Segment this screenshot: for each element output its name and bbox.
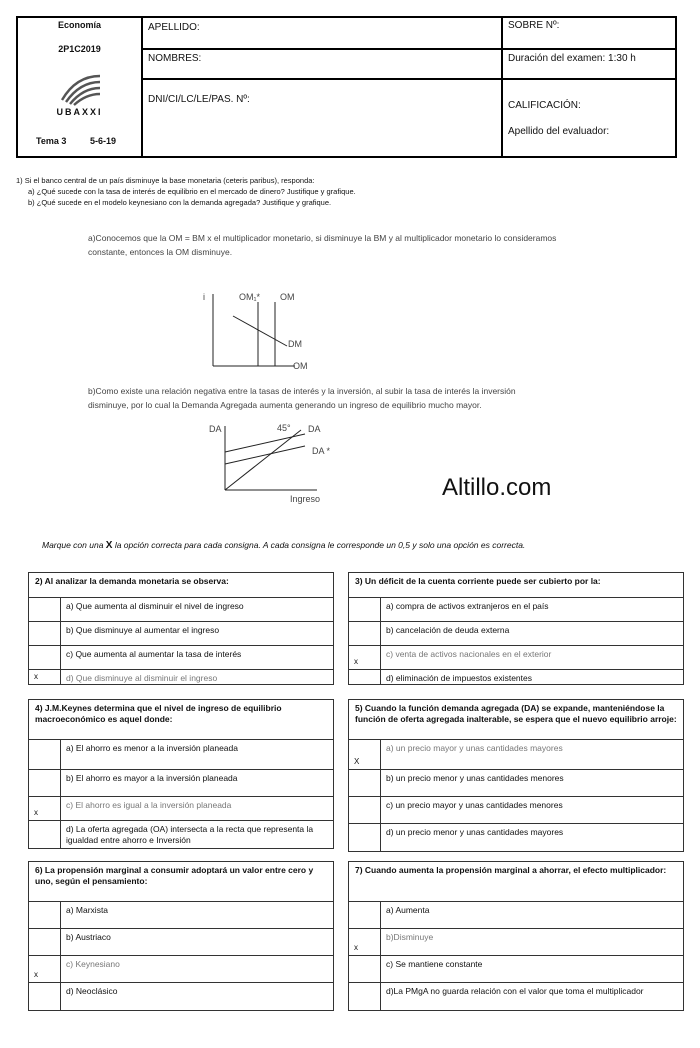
apellido-field[interactable]: APELLIDO: xyxy=(148,22,200,33)
mark-cell[interactable] xyxy=(349,797,381,823)
graph2-da-label: DA xyxy=(308,424,321,434)
option-text: c) Que aumenta al aumentar la tasa de interés xyxy=(66,649,242,659)
option-text: c) Keynesiano xyxy=(66,959,120,969)
mark-cell[interactable] xyxy=(29,646,61,669)
money-market-graph xyxy=(195,288,335,374)
mark-cell[interactable] xyxy=(29,821,61,848)
option-row[interactable] xyxy=(29,821,333,848)
option-row[interactable] xyxy=(349,740,683,770)
instructions xyxy=(42,540,525,551)
keynesian-cross-axes xyxy=(205,418,345,508)
tema: Tema 3 xyxy=(36,136,67,146)
question-title: 6) La propensión marginal a consumir adoptará un valor entre cero y uno, según el pensamiento: xyxy=(29,862,333,902)
option-text: d)La PMgA no guarda relación con el valor que toma el multiplicador xyxy=(386,986,644,996)
mark-cell[interactable] xyxy=(29,670,61,684)
graph2-y-label: DA xyxy=(209,424,222,434)
option-text: b)Disminuye xyxy=(386,932,434,942)
mark-cell[interactable] xyxy=(29,740,61,769)
option-text: c) un precio mayor y unas cantidades menores xyxy=(386,800,563,810)
exam-date: 5-6-19 xyxy=(90,136,117,146)
keynesian-cross-graph xyxy=(205,418,345,508)
option-text: b) Que disminuye al aumentar el ingreso xyxy=(66,625,220,635)
mark-cell[interactable] xyxy=(29,770,61,796)
option-text: a) compra de activos extranjeros en el país xyxy=(386,601,549,611)
mark-cell[interactable] xyxy=(29,983,61,1010)
mark-cell[interactable] xyxy=(349,824,381,851)
option-text: d) Que disminuye al disminuir el ingreso xyxy=(66,673,218,683)
option-row[interactable] xyxy=(349,646,683,670)
option-text: c) venta de activos nacionales en el exterior xyxy=(386,649,552,659)
option-row[interactable] xyxy=(29,929,333,956)
question-box-6 xyxy=(28,861,334,1011)
q1-answer-b-line1: b)Como existe una relación negativa entre la tasas de interés y la inversión, al subir la tasa de interés la inversión xyxy=(88,386,516,396)
q1-answer-a-line1: a)Conocemos que la OM = BM x el multiplicador monetario, si disminuye la BM y al multiplicador monetario lo consideramos xyxy=(88,233,557,243)
dni-field[interactable]: DNI/CI/LC/LE/PAS. Nº: xyxy=(148,94,250,105)
question-box-2 xyxy=(28,572,334,685)
mark-cell[interactable] xyxy=(29,956,61,982)
mark-x: X xyxy=(354,757,360,766)
option-row[interactable] xyxy=(349,956,683,983)
option-row[interactable] xyxy=(29,770,333,797)
q1-part-a: a) ¿Qué sucede con la tasa de interés de equilibrio en el mercado de dinero? Justifique y grafique. xyxy=(28,187,356,196)
question-title: 4) J.M.Keynes determina que el nivel de ingreso de equilibrio macroeconómico es aquel donde: xyxy=(29,700,333,740)
money-market-axes xyxy=(195,288,335,374)
graph2-x-label: Ingreso xyxy=(290,494,321,504)
option-text: d) un precio menor y unas cantidades mayores xyxy=(386,827,564,837)
option-row[interactable] xyxy=(29,902,333,929)
option-row[interactable] xyxy=(349,902,683,929)
graph1-y-label: i xyxy=(203,292,205,302)
option-row[interactable] xyxy=(349,670,683,684)
option-text: d) eliminación de impuestos existentes xyxy=(386,673,532,683)
sobre-field: SOBRE Nº: xyxy=(508,20,560,31)
option-text: c) Se mantiene constante xyxy=(386,959,483,969)
mark-cell[interactable] xyxy=(349,646,381,669)
mark-cell[interactable] xyxy=(349,740,381,769)
graph1-om-label: OM xyxy=(280,292,295,302)
graph1-om1-label: OM₁* xyxy=(239,292,261,302)
exam-header xyxy=(16,16,677,158)
question-box-5 xyxy=(348,699,684,852)
option-text: a) El ahorro es menor a la inversión planeada xyxy=(66,743,238,753)
mark-x: x xyxy=(354,943,358,952)
option-text: b) cancelación de deuda externa xyxy=(386,625,510,635)
option-row[interactable] xyxy=(29,598,333,622)
option-text: c) El ahorro es igual a la inversión planeada xyxy=(66,800,232,810)
mark-cell[interactable] xyxy=(349,670,381,684)
nombres-field[interactable]: NOMBRES: xyxy=(148,53,202,64)
option-row[interactable] xyxy=(349,824,683,851)
option-row[interactable] xyxy=(29,646,333,670)
option-row[interactable] xyxy=(349,622,683,646)
altillo-watermark: Altillo.com xyxy=(442,474,552,501)
mark-cell[interactable] xyxy=(349,929,381,955)
mark-x: x xyxy=(354,657,358,666)
option-row[interactable] xyxy=(29,740,333,770)
question-box-3 xyxy=(348,572,684,685)
option-text: d) Neoclásico xyxy=(66,986,118,996)
question-title: 7) Cuando aumenta la propensión marginal a ahorrar, el efecto multiplicador: xyxy=(349,862,683,902)
q1-answer-a-line2: constante, entonces la OM disminuye. xyxy=(88,247,233,257)
evaluador-field: Apellido del evaluador: xyxy=(508,126,610,137)
option-text: b) Austriaco xyxy=(66,932,111,942)
mark-cell[interactable] xyxy=(29,902,61,928)
option-row[interactable] xyxy=(29,797,333,821)
mark-cell[interactable] xyxy=(349,622,381,645)
graph2-45-label: 45° xyxy=(277,423,291,433)
q1-answer-b-line2: disminuye, por lo cual la Demanda Agregada aumenta generando un ingreso de equilibrio mucho mayor. xyxy=(88,400,482,410)
mark-cell[interactable] xyxy=(29,598,61,621)
option-text: d) La oferta agregada (OA) intersecta a la recta que representa la igualdad entre ahorro e Inversión xyxy=(66,824,314,845)
calificacion-field: CALIFICACIÓN: xyxy=(508,100,581,111)
duracion: Duración del examen: 1:30 h xyxy=(508,53,636,64)
q1-part-b: b) ¿Qué sucede en el modelo keynesiano con la demanda agregada? Justifique y grafique. xyxy=(28,198,332,207)
option-row[interactable] xyxy=(29,956,333,983)
ubaxxi-logo-icon xyxy=(56,70,104,106)
option-text: a) Marxista xyxy=(66,905,109,915)
mark-cell[interactable] xyxy=(349,770,381,796)
option-row[interactable] xyxy=(29,983,333,1010)
mark-cell[interactable] xyxy=(29,622,61,645)
mark-cell[interactable] xyxy=(349,983,381,1010)
instructions-x: X xyxy=(105,540,113,551)
q1-intro: 1) Si el banco central de un país disminuye la base monetaria (ceteris paribus), responda: xyxy=(16,176,315,185)
mark-cell[interactable] xyxy=(349,956,381,982)
question-box-4 xyxy=(28,699,334,849)
instructions-pre: Marque con una xyxy=(42,540,106,550)
header-left-cell xyxy=(18,18,141,156)
mark-x: x xyxy=(34,672,38,681)
question-title: 2) Al analizar la demanda monetaria se observa: xyxy=(29,573,333,598)
question-title: 5) Cuando la función demanda agregada (DA) se expande, manteniéndose la función de oferta agregada inalterable, se espera que el nuevo equilibrio arroje: xyxy=(349,700,683,740)
graph2-da-star-label: DA * xyxy=(312,446,331,456)
graph1-x-label: OM xyxy=(293,361,308,371)
question-title: 3) Un déficit de la cuenta corriente puede ser cubierto por la: xyxy=(349,573,683,598)
mark-x: x xyxy=(34,808,38,817)
graph1-dm-label: DM xyxy=(288,339,302,349)
option-text: a) Aumenta xyxy=(386,905,430,915)
option-text: b) un precio menor y unas cantidades menores xyxy=(386,773,564,783)
mark-cell[interactable] xyxy=(29,929,61,955)
option-row[interactable] xyxy=(29,622,333,646)
instructions-post: la opción correcta para cada consigna. A cada consigna le corresponde un 0,5 y solo una opción es correcta. xyxy=(112,540,526,550)
option-text: b) El ahorro es mayor a la inversión planeada xyxy=(66,773,238,783)
mark-x: x xyxy=(34,970,38,979)
option-row[interactable] xyxy=(349,598,683,622)
mark-cell[interactable] xyxy=(349,902,381,928)
option-row[interactable] xyxy=(349,797,683,824)
question-box-7 xyxy=(348,861,684,1011)
mark-cell[interactable] xyxy=(29,797,61,820)
mark-cell[interactable] xyxy=(349,598,381,621)
option-row[interactable] xyxy=(349,770,683,797)
subject: Economía xyxy=(57,20,101,30)
option-row[interactable] xyxy=(349,983,683,1010)
logo-text: UBAXXI xyxy=(56,107,103,117)
option-row[interactable] xyxy=(29,670,333,684)
exam-code: 2P1C2019 xyxy=(58,44,101,54)
option-text: a) Que aumenta al disminuir el nivel de ingreso xyxy=(66,601,244,611)
option-row[interactable] xyxy=(349,929,683,956)
option-text: a) un precio mayor y unas cantidades mayores xyxy=(386,743,563,753)
